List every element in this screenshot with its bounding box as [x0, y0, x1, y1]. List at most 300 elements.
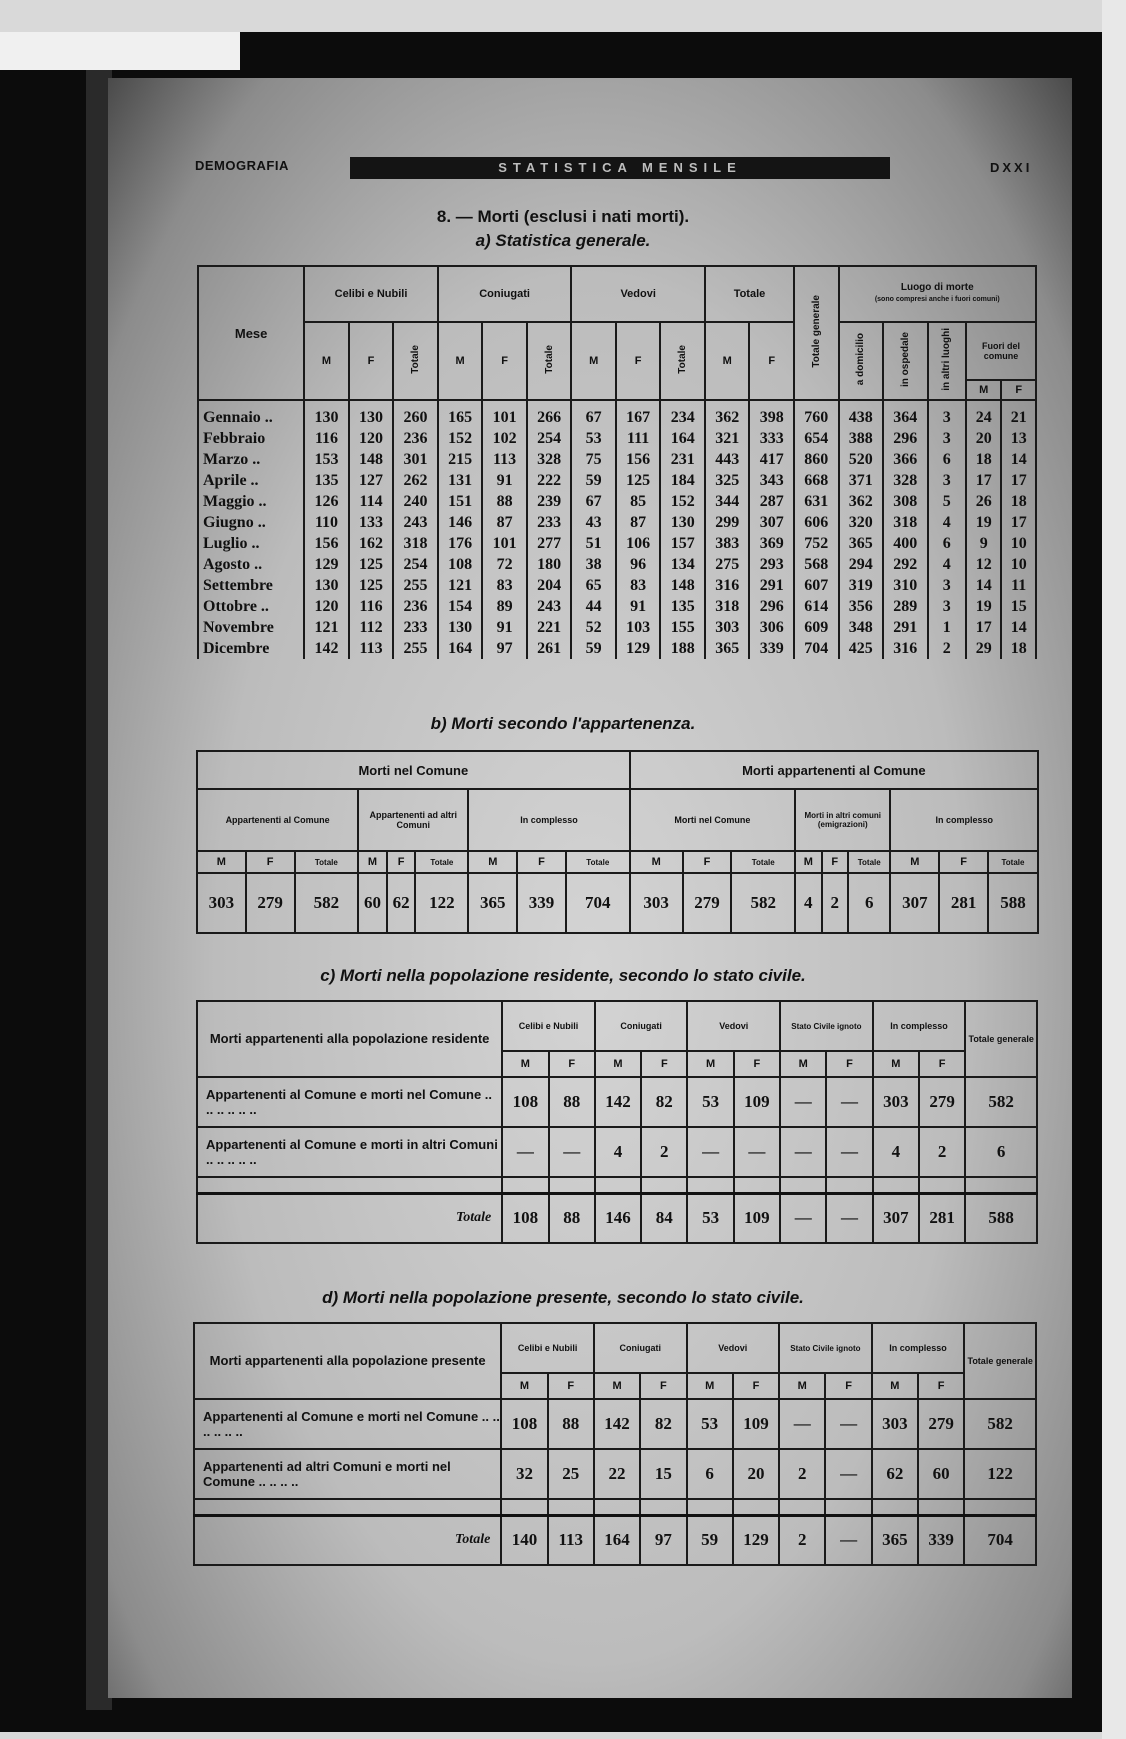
header-morti-nel-comune-sub: Morti nel Comune [630, 789, 795, 851]
table-cell: 231 [660, 449, 705, 470]
table-cell: 4 [795, 873, 822, 933]
table-cell: 125 [616, 470, 661, 491]
spacer-cell [502, 1177, 548, 1193]
table-cell: 279 [683, 873, 732, 933]
table-cell: 103 [616, 617, 661, 638]
table-cell: 21 [1001, 400, 1036, 428]
table-cell: 62 [872, 1449, 918, 1499]
table-cell: 2 [928, 638, 966, 659]
table-cell: 53 [687, 1399, 733, 1449]
header-in-ospedale: in ospedale [883, 322, 928, 400]
table-cell: 4 [595, 1127, 641, 1177]
table-cell: 318 [883, 512, 928, 533]
table-cell: 129 [304, 554, 349, 575]
total-cell: 59 [687, 1515, 733, 1565]
table-cell: 582 [731, 873, 795, 933]
table-cell: 176 [438, 533, 483, 554]
table-row [198, 491, 1036, 512]
table-cell: 275 [705, 554, 750, 575]
table-cell: 85 [616, 491, 661, 512]
header-f: F [822, 851, 849, 873]
table-cell: 162 [349, 533, 394, 554]
table-cell: 17 [966, 470, 1001, 491]
table-cell: 14 [1001, 449, 1036, 470]
header-f: F [1001, 380, 1036, 400]
table-cell: 279 [918, 1399, 964, 1449]
table-cell: 6 [928, 449, 966, 470]
total-cell: — [826, 1193, 872, 1243]
header-f: F [749, 322, 794, 400]
month-label: Settembre [198, 575, 304, 596]
total-cell: 365 [872, 1515, 918, 1565]
header-m: M [438, 322, 483, 400]
group-header: Stato Civile ignoto [780, 1001, 873, 1051]
table-cell: 130 [349, 400, 394, 428]
header-m: M [873, 1051, 919, 1077]
subsection-d-title: d) Morti nella popolazione presente, secondo lo stato civile. [322, 1288, 804, 1307]
header-m: M [872, 1373, 918, 1399]
spacer-cell [918, 1499, 964, 1515]
table-cell: 260 [393, 400, 438, 428]
table-cell: 43 [571, 512, 616, 533]
header-f: F [641, 1051, 687, 1077]
table-cell: 135 [304, 470, 349, 491]
table-cell: 130 [438, 617, 483, 638]
header-f: F [616, 322, 661, 400]
table-cell: 18 [966, 449, 1001, 470]
table-cell: — [825, 1449, 871, 1499]
running-head-left: DEMOGRAFIA [195, 158, 289, 173]
header-m: M [197, 851, 246, 873]
spacer-cell [641, 1177, 687, 1193]
table-cell: 10 [1001, 554, 1036, 575]
table-cell: 321 [705, 428, 750, 449]
table-cell: 303 [705, 617, 750, 638]
month-label: Gennaio .. [198, 400, 304, 428]
table-cell: 101 [482, 533, 527, 554]
table-cell: 102 [482, 428, 527, 449]
table-row [197, 1077, 1037, 1127]
header-fuori-comune: Fuori del comune [966, 322, 1036, 380]
table-cell: 6 [848, 873, 890, 933]
spacer-cell [780, 1177, 826, 1193]
table-cell: 279 [919, 1077, 965, 1127]
table-cell: 87 [616, 512, 661, 533]
table-cell: 125 [349, 575, 394, 596]
group-header: Celibi e Nubili [502, 1001, 595, 1051]
month-label: Giugno .. [198, 512, 304, 533]
table-cell: 239 [527, 491, 572, 512]
table-cell: 14 [1001, 617, 1036, 638]
table-cell: 32 [501, 1449, 547, 1499]
table-row [198, 512, 1036, 533]
table-cell: 243 [393, 512, 438, 533]
group-header: Coniugati [595, 1001, 688, 1051]
table-cell: 116 [349, 596, 394, 617]
table-cell: 222 [527, 470, 572, 491]
header-totale: Totale [660, 322, 705, 400]
month-label: Luglio .. [198, 533, 304, 554]
table-cell: 339 [517, 873, 566, 933]
header-f: F [919, 1051, 965, 1077]
table-cell: 130 [304, 400, 349, 428]
spacer-row [197, 1177, 1037, 1193]
spacer-cell [595, 1177, 641, 1193]
col-totale-generale: Totale generale [794, 266, 839, 400]
header-f: F [918, 1373, 964, 1399]
month-label: Novembre [198, 617, 304, 638]
spacer-cell [873, 1177, 919, 1193]
table-cell: 129 [616, 638, 661, 659]
table-cell: 293 [749, 554, 794, 575]
spacer-cell [501, 1499, 547, 1515]
header-m: M [468, 851, 517, 873]
table-cell: 184 [660, 470, 705, 491]
table-cell: 281 [939, 873, 988, 933]
table-cell: 26 [966, 491, 1001, 512]
table-cell: 318 [393, 533, 438, 554]
spacer-cell [826, 1177, 872, 1193]
table-cell: 255 [393, 638, 438, 659]
header-in-complesso: In complesso [468, 789, 629, 851]
header-m: M [594, 1373, 640, 1399]
header-f: F [517, 851, 566, 873]
table-cell: 233 [393, 617, 438, 638]
total-cell: 53 [687, 1193, 733, 1243]
table-cell: — [826, 1127, 872, 1177]
header-totale-generale: Totale generale [965, 1001, 1037, 1077]
spacer-cell [687, 1177, 733, 1193]
scan-corner-patch [0, 32, 240, 70]
table-cell: 29 [966, 638, 1001, 659]
table-cell: 38 [571, 554, 616, 575]
table-cell: 130 [304, 575, 349, 596]
table-cell: 291 [883, 617, 928, 638]
group-header: In complesso [873, 1001, 966, 1051]
table-cell: 279 [246, 873, 295, 933]
col-mese-header: Mese [198, 266, 304, 400]
group-header: In complesso [872, 1323, 965, 1373]
table-row [198, 554, 1036, 575]
table-cell: 3 [928, 596, 966, 617]
table-cell: 151 [438, 491, 483, 512]
table-cell: — [734, 1127, 780, 1177]
total-cell: 140 [501, 1515, 547, 1565]
table-cell: 88 [482, 491, 527, 512]
header-totale: Totale [731, 851, 795, 873]
header-f: F [349, 322, 394, 400]
table-cell: 582 [964, 1399, 1036, 1449]
table-cell: 91 [616, 596, 661, 617]
table-cell: 365 [468, 873, 517, 933]
header-morti-altri-comuni: Morti in altri comuni (emigrazioni) [795, 789, 890, 851]
table-cell: 388 [839, 428, 884, 449]
total-label: Totale [194, 1515, 501, 1565]
table-cell: 3 [928, 428, 966, 449]
table-cell: 142 [595, 1077, 641, 1127]
table-cell: 287 [749, 491, 794, 512]
table-cell: 320 [839, 512, 884, 533]
table-cell: 614 [794, 596, 839, 617]
header-appartenenti-comune: Appartenenti al Comune [197, 789, 358, 851]
table-cell: — [826, 1077, 872, 1127]
table-cell: 67 [571, 491, 616, 512]
table-cell: 120 [349, 428, 394, 449]
table-cell: 254 [527, 428, 572, 449]
total-cell: 129 [733, 1515, 779, 1565]
table-row [194, 1399, 1036, 1449]
table-appartenenza [196, 750, 1039, 934]
table-cell: 609 [794, 617, 839, 638]
table-cell: 180 [527, 554, 572, 575]
header-totale: Totale [527, 322, 572, 400]
table-cell: 6 [687, 1449, 733, 1499]
header-a-domicilio: a domicilio [839, 322, 884, 400]
table-cell: 3 [928, 400, 966, 428]
header-m: M [571, 322, 616, 400]
table-cell: 299 [705, 512, 750, 533]
table-cell: 4 [928, 554, 966, 575]
table-cell: 62 [387, 873, 416, 933]
table-cell: 236 [393, 428, 438, 449]
table-cell: 233 [527, 512, 572, 533]
table-cell: 20 [733, 1449, 779, 1499]
table-cell: 106 [616, 533, 661, 554]
table-row [198, 617, 1036, 638]
table-cell: 277 [527, 533, 572, 554]
total-cell: 339 [918, 1515, 964, 1565]
header-m: M [795, 851, 822, 873]
header-morti-appartenenti: Morti appartenenti al Comune [630, 751, 1038, 789]
total-cell: 2 [779, 1515, 825, 1565]
table-cell: 120 [304, 596, 349, 617]
table-cell: 142 [304, 638, 349, 659]
table-cell: 291 [749, 575, 794, 596]
table-cell: — [549, 1127, 595, 1177]
spacer-cell [640, 1499, 686, 1515]
table-cell: 301 [393, 449, 438, 470]
table-cell: 654 [794, 428, 839, 449]
total-cell: 97 [640, 1515, 686, 1565]
table-cell: 83 [482, 575, 527, 596]
table-cell: 221 [527, 617, 572, 638]
table-cell: 369 [749, 533, 794, 554]
table-cell: 59 [571, 638, 616, 659]
header-presente-label: Morti appartenenti alla popolazione presente [194, 1323, 501, 1399]
total-cell: 281 [919, 1193, 965, 1243]
table-cell: 10 [1001, 533, 1036, 554]
table-cell: 24 [966, 400, 1001, 428]
table-cell: 82 [640, 1399, 686, 1449]
table-cell: 155 [660, 617, 705, 638]
table-cell: 109 [733, 1399, 779, 1449]
table-cell: 319 [839, 575, 884, 596]
table-cell: 2 [779, 1449, 825, 1499]
table-cell: 204 [527, 575, 572, 596]
table-cell: 364 [883, 400, 928, 428]
total-cell: 588 [965, 1193, 1037, 1243]
table-row [198, 533, 1036, 554]
table-row [198, 428, 1036, 449]
total-cell: 113 [548, 1515, 594, 1565]
table-row [198, 400, 1036, 428]
table-cell: — [780, 1077, 826, 1127]
page-number: DXXI [990, 160, 1033, 175]
table-cell: — [825, 1399, 871, 1449]
header-residente-label: Morti appartenenti alla popolazione residente [197, 1001, 502, 1077]
spacer-cell [825, 1499, 871, 1515]
group-header: Totale [705, 266, 794, 322]
group-header: Stato Civile ignoto [779, 1323, 872, 1373]
table-cell: 22 [594, 1449, 640, 1499]
table-cell: 167 [616, 400, 661, 428]
table-cell: 303 [197, 873, 246, 933]
spacer-cell [779, 1499, 825, 1515]
header-altri-luoghi: in altri luoghi [928, 322, 966, 400]
table-cell: 588 [988, 873, 1038, 933]
total-cell: — [825, 1515, 871, 1565]
table-cell: 328 [883, 470, 928, 491]
table-cell: 303 [873, 1077, 919, 1127]
table-cell: 236 [393, 596, 438, 617]
table-cell: 67 [571, 400, 616, 428]
spacer-cell [964, 1499, 1036, 1515]
table-cell: 6 [928, 533, 966, 554]
table-row [198, 470, 1036, 491]
spacer-cell [197, 1177, 502, 1193]
table-cell: 303 [872, 1399, 918, 1449]
header-f: F [734, 1051, 780, 1077]
table-cell: 75 [571, 449, 616, 470]
header-totale: Totale [295, 851, 359, 873]
table-cell: 344 [705, 491, 750, 512]
header-m: M [890, 851, 939, 873]
total-cell: — [780, 1193, 826, 1243]
header-m: M [705, 322, 750, 400]
header-f: F [548, 1373, 594, 1399]
table-cell: 1 [928, 617, 966, 638]
table-cell: 65 [571, 575, 616, 596]
table-cell: 188 [660, 638, 705, 659]
table-cell: 52 [571, 617, 616, 638]
table-cell: 4 [873, 1127, 919, 1177]
month-label: Aprile .. [198, 470, 304, 491]
total-cell: 704 [964, 1515, 1036, 1565]
header-totale-generale: Totale generale [964, 1323, 1036, 1399]
table-cell: 113 [349, 638, 394, 659]
table-cell: 152 [660, 491, 705, 512]
table-cell: 296 [749, 596, 794, 617]
header-m: M [595, 1051, 641, 1077]
month-label: Maggio .. [198, 491, 304, 512]
subsection-b-title: b) Morti secondo l'appartenenza. [430, 714, 696, 733]
table-cell: 14 [966, 575, 1001, 596]
table-cell: 112 [349, 617, 394, 638]
header-f: F [825, 1373, 871, 1399]
table-cell: 307 [749, 512, 794, 533]
table-cell: 5 [928, 491, 966, 512]
header-totale: Totale [848, 851, 890, 873]
table-cell: 306 [749, 617, 794, 638]
table-cell: 255 [393, 575, 438, 596]
table-cell: 154 [438, 596, 483, 617]
header-f: F [640, 1373, 686, 1399]
spacer-cell [872, 1499, 918, 1515]
table-cell: 110 [304, 512, 349, 533]
group-header: Vedovi [571, 266, 705, 322]
table-cell: 3 [928, 575, 966, 596]
table-cell: 362 [705, 400, 750, 428]
table-cell: 261 [527, 638, 572, 659]
table-cell: 9 [966, 533, 1001, 554]
spacer-row [194, 1499, 1036, 1515]
table-row [198, 638, 1036, 659]
table-row [198, 449, 1036, 470]
table-cell: 53 [571, 428, 616, 449]
total-row [194, 1515, 1036, 1565]
table-cell: 108 [501, 1399, 547, 1449]
table-cell: 156 [304, 533, 349, 554]
table-cell: 108 [438, 554, 483, 575]
spacer-cell [733, 1499, 779, 1515]
table-cell: 398 [749, 400, 794, 428]
month-label: Agosto .. [198, 554, 304, 575]
table-row [197, 1127, 1037, 1177]
header-m: M [630, 851, 683, 873]
table-cell: 6 [965, 1127, 1037, 1177]
table-cell: 17 [966, 617, 1001, 638]
total-cell: 307 [873, 1193, 919, 1243]
table-cell: 165 [438, 400, 483, 428]
header-morti-nel-comune: Morti nel Comune [197, 751, 630, 789]
table-cell: 240 [393, 491, 438, 512]
group-luogo-di-morte: Luogo di morte (sono compresi anche i fuori comuni) [839, 266, 1036, 322]
header-f: F [246, 851, 295, 873]
table-cell: 109 [734, 1077, 780, 1127]
table-cell: 157 [660, 533, 705, 554]
table-cell: 116 [304, 428, 349, 449]
table-cell: 234 [660, 400, 705, 428]
total-cell: 164 [594, 1515, 640, 1565]
table-cell: 371 [839, 470, 884, 491]
table-cell: 153 [304, 449, 349, 470]
month-label: Marzo .. [198, 449, 304, 470]
header-m: M [779, 1373, 825, 1399]
table-cell: 148 [660, 575, 705, 596]
month-label: Dicembre [198, 638, 304, 659]
table-cell: 316 [705, 575, 750, 596]
table-cell: 303 [630, 873, 683, 933]
table-cell: 2 [919, 1127, 965, 1177]
header-totale: Totale [415, 851, 468, 873]
table-cell: 59 [571, 470, 616, 491]
table-cell: 365 [705, 638, 750, 659]
table-cell: — [779, 1399, 825, 1449]
table-cell: 146 [438, 512, 483, 533]
table-cell: 12 [966, 554, 1001, 575]
table-cell: 156 [616, 449, 661, 470]
header-in-complesso: In complesso [890, 789, 1038, 851]
table-cell: 125 [349, 554, 394, 575]
table-cell: 83 [616, 575, 661, 596]
table-cell: 111 [616, 428, 661, 449]
table-cell: — [502, 1127, 548, 1177]
table-statistica-generale [197, 265, 1037, 659]
table-cell: 400 [883, 533, 928, 554]
spacer-cell [965, 1177, 1037, 1193]
table-cell: 362 [839, 491, 884, 512]
table-cell: 130 [660, 512, 705, 533]
